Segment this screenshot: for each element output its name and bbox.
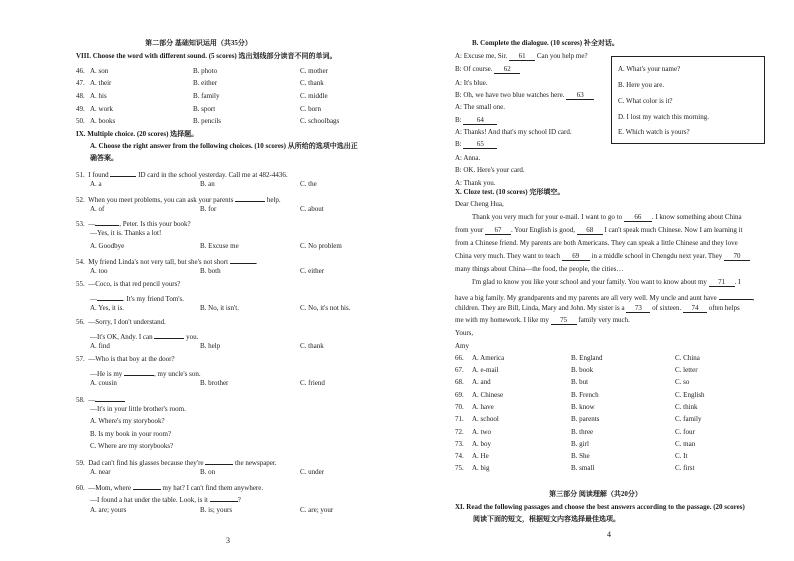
cloze-blank-68[interactable]: 68: [577, 227, 603, 235]
option-b[interactable]: B. Excuse me: [200, 242, 239, 250]
cloze-blank-73[interactable]: 73: [626, 305, 650, 313]
cloze-blank-71[interactable]: 71: [709, 279, 735, 287]
question-number: 67.: [455, 366, 464, 374]
option-c[interactable]: C. think: [675, 403, 698, 411]
option-a[interactable]: A. son: [90, 67, 109, 75]
dialogue-line: A: Anna.: [455, 154, 481, 162]
option-b[interactable]: B. brother: [200, 379, 229, 387]
option-b[interactable]: B. help: [200, 342, 221, 350]
dialogue-blank-61[interactable]: 61: [509, 53, 535, 61]
option-b[interactable]: B. three: [571, 428, 594, 436]
option-b[interactable]: B. No, it isn't.: [200, 304, 239, 312]
option-b[interactable]: B. parents: [571, 415, 600, 423]
option-a[interactable]: A. Chinese: [472, 391, 504, 399]
part-2-title: 第二部分 基础知识运用（共35分）: [145, 39, 252, 47]
dialogue-line: —It's in your little brother's room.: [90, 405, 186, 413]
option-b[interactable]: B. either: [193, 79, 218, 87]
answer-blank[interactable]: [205, 457, 233, 465]
question-number: 50.: [76, 117, 85, 125]
option-c[interactable]: C. schoolbags: [300, 117, 340, 125]
dialogue-line: A: The small one.: [455, 103, 506, 111]
option-c[interactable]: C. born: [300, 105, 321, 113]
option-c[interactable]: C. the: [300, 180, 317, 188]
option-c[interactable]: C. about: [300, 205, 324, 213]
question-60: 60. —Mom, where my hat? I can't find them anywhere.: [76, 484, 264, 492]
cloze-blank-69[interactable]: 69: [562, 253, 590, 261]
letter-line: have a big family. My grandparents and my parents are all very well. My uncle and aunt have ,: [455, 294, 755, 302]
option-b[interactable]: B. sport: [193, 105, 216, 113]
question-51: 51. I found ID card in the school yesterday. Call me at 482-4436.: [76, 171, 288, 179]
option-c[interactable]: C. thank: [300, 79, 324, 87]
option-a[interactable]: A. too: [90, 267, 108, 275]
option-a[interactable]: A. books: [90, 117, 116, 125]
option-item: B. Here you are.: [618, 81, 665, 89]
option-item: D. I lost my watch this morning.: [618, 113, 709, 121]
option-b[interactable]: B. girl: [571, 440, 589, 448]
dialogue-line: A: Excuse me, Sir. 61 Can you help me?: [455, 52, 588, 60]
option-a[interactable]: A. their: [90, 79, 112, 87]
letter-line: China very much. They want to teach 69 in a middle school in Chengdu next year. They 70: [455, 253, 750, 261]
option-c[interactable]: C. No, it's not his.: [300, 304, 351, 312]
option-a[interactable]: A. have: [472, 403, 494, 411]
section-11-heading: XI. Read the following passages and choose the best answers according to the passage. (20 scores): [455, 503, 745, 511]
option-c[interactable]: C. either: [300, 267, 325, 275]
dialogue-blank-64[interactable]: 64: [463, 117, 497, 125]
answer-blank[interactable]: [95, 218, 119, 226]
option-c[interactable]: C. English: [675, 391, 705, 399]
question-56: 56. —Sorry, I don't understand.: [76, 318, 166, 326]
section-9a-instruction: A. Choose the right answer from the following choices. (10 scores) 从所给的选项中选出正: [90, 142, 358, 150]
answer-blank[interactable]: [230, 256, 256, 264]
cloze-blank-67[interactable]: 67: [485, 227, 511, 235]
question-number: 47.: [76, 79, 85, 87]
question-59: 59. Dad can't find his glasses because they're the newspaper.: [76, 459, 277, 467]
cloze-blank-70[interactable]: 70: [724, 253, 750, 261]
letter-line: many things about China—the food, the people, the cities…: [455, 265, 624, 273]
option-c[interactable]: C. middle: [300, 92, 328, 100]
option-c[interactable]: C. first: [675, 464, 695, 472]
letter-line: I'm glad to know you like your school and your family. You want to know about my 71 . I: [472, 278, 741, 286]
option-b[interactable]: B. French: [571, 391, 599, 399]
answer-blank[interactable]: [210, 494, 238, 502]
question-number: 69.: [455, 391, 464, 399]
section-9-heading: IX. Multiple choice. (20 scores) 选择题。: [76, 130, 199, 138]
answer-blank[interactable]: [235, 194, 265, 202]
dialogue-line: B: 65: [455, 141, 497, 149]
option-b[interactable]: B. for: [200, 205, 217, 213]
option-c[interactable]: C. letter: [675, 366, 698, 374]
option-a[interactable]: A. America: [472, 354, 505, 362]
option-a[interactable]: A. Where's my storybook?: [90, 417, 165, 425]
option-c[interactable]: C. family: [675, 415, 702, 423]
answer-blank[interactable]: [95, 394, 125, 402]
cloze-blank-72[interactable]: [719, 292, 753, 300]
dialogue-line: B: Of course. 62: [455, 66, 520, 74]
option-c[interactable]: C. thank: [300, 342, 324, 350]
letter-line: from a Chinese friend. My parents are both Americans. They can speak a little Chinese and they love: [455, 239, 738, 247]
question-number: 72.: [455, 428, 464, 436]
option-c[interactable]: C. man: [675, 440, 696, 448]
option-a[interactable]: A. e-mail: [472, 366, 499, 374]
option-b[interactable]: B. both: [200, 267, 221, 275]
dialogue-blank-65[interactable]: 65: [463, 141, 497, 149]
option-c[interactable]: C. are; your: [300, 506, 334, 514]
dialogue-line: —Yes, it is. Thanks a lot!: [90, 229, 162, 237]
page-number: 3: [226, 536, 230, 545]
question-number: 75.: [455, 464, 464, 472]
option-b[interactable]: B. on: [200, 468, 216, 476]
dialogue-blank-62[interactable]: 62: [494, 66, 520, 74]
dialogue-line: A: Thank you.: [455, 179, 496, 187]
dialogue-line: B: OK. Here's your card.: [455, 166, 525, 174]
question-52: 52. When you meet problems, you can ask your parents help.: [76, 196, 281, 204]
letter-line: Thank you very much for your e-mail. I want to go to 66 . I know something about China: [472, 213, 742, 221]
option-c[interactable]: C. China: [675, 354, 700, 362]
section-11-heading-cn: 阅读下面的短文，根据短文内容选择最佳选项。: [473, 515, 620, 523]
answer-blank[interactable]: [110, 169, 136, 177]
question-54: 54. My friend Linda's not very tall, but she's not short .: [76, 258, 258, 266]
question-number: 71.: [455, 415, 464, 423]
option-a[interactable]: A. work: [90, 105, 113, 113]
cloze-blank-74[interactable]: 74: [683, 305, 707, 313]
letter-greeting: Dear Cheng Hua,: [455, 200, 504, 208]
option-b[interactable]: B. pencils: [193, 117, 221, 125]
question-number: 70.: [455, 403, 464, 411]
option-a[interactable]: A. cousin: [90, 379, 117, 387]
answer-blank[interactable]: [133, 482, 161, 490]
option-c[interactable]: C. four: [675, 428, 695, 436]
question-number: 48.: [76, 92, 85, 100]
option-a[interactable]: A. of: [90, 205, 105, 213]
question-number: 49.: [76, 105, 85, 113]
part-3-title: 第三部分 阅读理解（共20分）: [549, 490, 642, 498]
answer-blank[interactable]: [124, 368, 154, 376]
option-c[interactable]: C. friend: [300, 379, 325, 387]
option-a[interactable]: A. school: [472, 415, 499, 423]
option-c[interactable]: C. so: [675, 378, 690, 386]
option-b[interactable]: B. an: [200, 180, 215, 188]
option-b[interactable]: B. family: [193, 92, 220, 100]
page-number: 4: [607, 530, 611, 539]
answer-blank[interactable]: [154, 331, 184, 339]
option-b[interactable]: B. England: [571, 354, 603, 362]
option-a[interactable]: A. a: [90, 180, 102, 188]
option-c[interactable]: C. under: [300, 468, 325, 476]
option-item: C. What color is it?: [618, 97, 673, 105]
section-8-heading: VIII. Choose the word with different sound. (5 scores) 选出划线部分读音不同的单词。: [76, 52, 337, 60]
dialogue-line: — . It's my friend Tom's.: [90, 295, 185, 303]
option-b[interactable]: B. is; yours: [200, 506, 233, 514]
option-c[interactable]: C. It: [675, 452, 688, 460]
option-c[interactable]: C. mother: [300, 67, 328, 75]
option-a[interactable]: A. his: [90, 92, 107, 100]
right-page: [397, 0, 794, 561]
dialogue-line: A: It's blue.: [455, 79, 488, 87]
option-item: A. What's your name?: [618, 65, 681, 73]
section-10-heading: X. Cloze test. (10 scores) 完形填空。: [455, 188, 565, 196]
option-b[interactable]: B. book: [571, 366, 594, 374]
option-a[interactable]: A. are; yours: [90, 506, 127, 514]
question-57: 57. —Who is that boy at the door?: [76, 355, 175, 363]
option-a[interactable]: A. Goodbye: [90, 242, 125, 250]
option-b[interactable]: B. Is my book in your room?: [90, 430, 172, 438]
option-b[interactable]: B. small: [571, 464, 595, 472]
question-55: 55. —Coco, is that red pencil yours?: [76, 280, 181, 288]
dialogue-line: A: Thanks! And that's my school ID card.: [455, 128, 572, 136]
option-item: E. Which watch is yours?: [618, 128, 690, 136]
answer-blank[interactable]: [97, 293, 123, 301]
question-number: 66.: [455, 354, 464, 362]
option-b[interactable]: B. but: [571, 378, 589, 386]
question-53: 53. — , Peter. Is this your book?: [76, 220, 191, 228]
option-a[interactable]: A. He: [472, 452, 489, 460]
letter-line: from your 67 . Your English is good, 68 I can't speak much Chinese. Now I am learning it: [455, 226, 743, 234]
option-c[interactable]: C. Where are my storybooks?: [90, 442, 174, 450]
option-b[interactable]: B. know: [571, 403, 595, 411]
dialogue-blank-63[interactable]: 63: [566, 92, 594, 100]
letter-signature: Amy: [455, 342, 469, 350]
dialogue-line: —It's OK, Andy. I can you.: [90, 333, 199, 341]
option-b[interactable]: B. She: [571, 452, 590, 460]
section-b-heading: B. Complete the dialogue. (10 scores) 补全对话。: [472, 39, 619, 47]
option-b[interactable]: B. photo: [193, 67, 218, 75]
section-9a-instruction-cont: 确答案。: [90, 154, 118, 162]
option-a[interactable]: A. and: [472, 378, 491, 386]
question-number: 74.: [455, 452, 464, 460]
option-a[interactable]: A. near: [90, 468, 111, 476]
question-58: 58. —: [76, 394, 125, 404]
option-a[interactable]: A. boy: [472, 440, 492, 448]
option-a[interactable]: A. big: [472, 464, 490, 472]
option-a[interactable]: A. two: [472, 428, 492, 436]
question-number: 68.: [455, 378, 464, 386]
cloze-blank-66[interactable]: 66: [624, 214, 652, 222]
option-a[interactable]: A. find: [90, 342, 110, 350]
dialogue-line: —I found a hat under the table. Look, is it ?: [90, 496, 241, 504]
cloze-blank-75[interactable]: 75: [551, 317, 577, 325]
dialogue-line: B: 64: [455, 117, 497, 125]
letter-line: me with my homework. I like my 75 family very much.: [455, 316, 630, 324]
options-box: [611, 56, 765, 144]
question-number: 46.: [76, 67, 85, 75]
dialogue-line: —He is my , my uncle's son.: [90, 370, 201, 378]
letter-closing: Yours,: [455, 329, 474, 337]
option-a[interactable]: A. Yes, it is.: [90, 304, 125, 312]
dialogue-line: B: Oh, we have two blue watches here. 63: [455, 92, 594, 100]
letter-line: children. They are Bill, Linda, Mary and John. My sister is a 73 of sixteen. 74 often helps: [455, 304, 740, 312]
question-number: 73.: [455, 440, 464, 448]
option-c[interactable]: C. No problem: [300, 242, 342, 250]
